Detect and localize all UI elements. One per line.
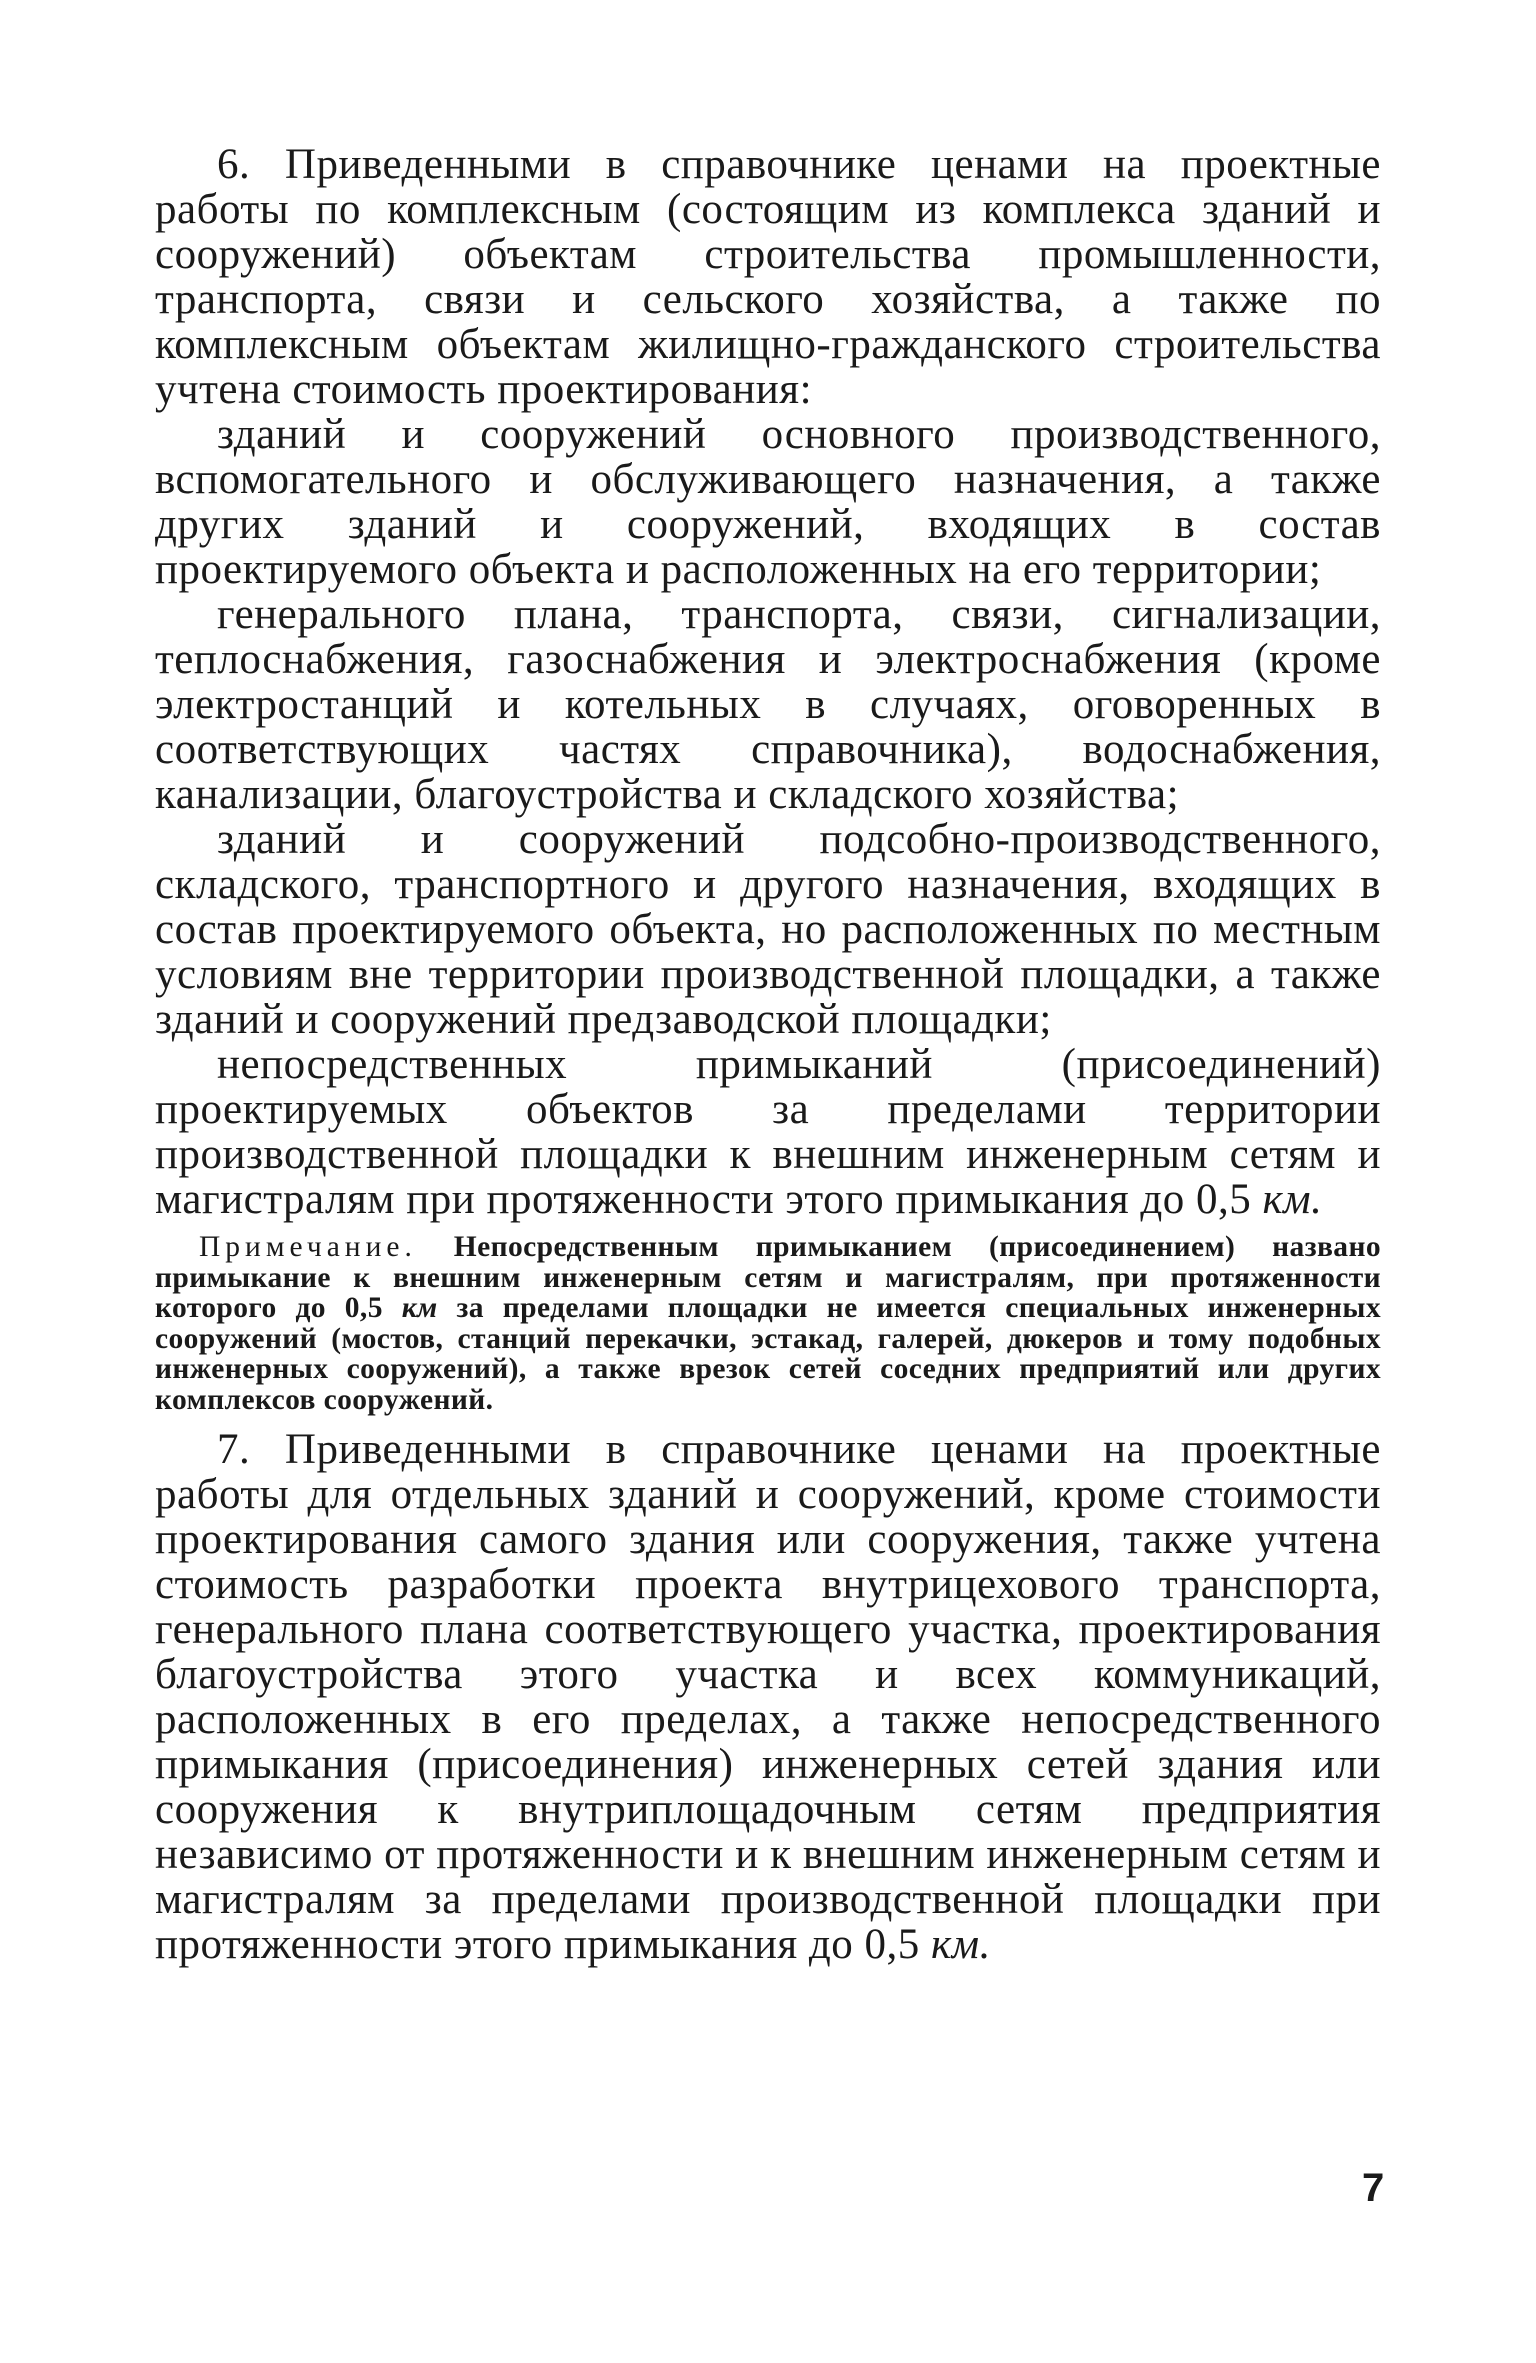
paragraph-7-unit: км. xyxy=(931,1921,991,1968)
paragraph-6-lead: 6. Приведенными в справочнике ценами на проектные работы по комплексным (состоящим из комплекса зданий и сооружений) объектам строительства промышленности, транспорта, связи и сельского хозяйства, а также по комплексным объектам жилищно-гражданского строительства учтена стоимость проектирования: xyxy=(155,141,1381,413)
document-page xyxy=(155,142,1381,1967)
paragraph-7-text: 7. Приведенными в справочнике ценами на проектные работы для отдельных зданий и сооружений, кроме стоимости проектирования самого здания или сооружения, также учтена стоимость разработки проекта внутрицехового транспорта, генерального плана соответствующего участка, проектирования благоустройства этого участка и всех коммуникаций, расположенных в его пределах, а также непосредственного примыкания (присоединения) инженерных сетей здания или сооружения к внутриплощадочным сетям предприятия независимо от протяженности и к внешним инженерным сетям и магистралям за пределами производственной площадки при протяженности этого примыкания до 0,5 xyxy=(155,1426,1381,1968)
paragraph-6-unit: км. xyxy=(1262,1176,1323,1223)
note xyxy=(155,1232,1381,1415)
paragraph-6-item-4-text: непосредственных примыканий (присоединений) проектируемых объектов за пределами территории производственной площадки к внешним инженерным сетям и магистралям при протяженности этого примыкания до 0,5 xyxy=(155,1041,1381,1223)
paragraph-7 xyxy=(155,1427,1381,1967)
note-text-before: Непосредственным примыканием (присоединением) названо примыкание к внешним инженерным сетям и магистралям, при протяженности которого до 0,5 xyxy=(155,1231,1381,1324)
paragraph-6-item-1: зданий и сооружений основного производственного, вспомогательного и обслуживающего назначения, а также других зданий и сооружений, входящих в состав проектируемого объекта и расположенных на его территории; xyxy=(155,411,1381,593)
note-unit: км xyxy=(401,1292,438,1324)
note-label: Примечание. xyxy=(199,1231,417,1263)
paragraph-6-item-3: зданий и сооружений подсобно-производственного, складского, транспортного и другого назначения, входящих в состав проектируемого объекта, но расположенных по местным условиям вне территории производственной площадки, а также зданий и сооружений предзаводской площадки; xyxy=(155,816,1381,1043)
paragraph-6-item-4 xyxy=(155,1042,1381,1222)
paragraph-6-item-2: генерального плана, транспорта, связи, сигнализации, теплоснабжения, газоснабжения и электроснабжения (кроме электростанций и котельных в случаях, оговоренных в соответствующих частях справочника), водоснабжения, канализации, благоустройства и складского хозяйства; xyxy=(155,591,1381,818)
page-number: 7 xyxy=(1362,2166,1385,2210)
note-text-after: за пределами площадки не имеется специальных инженерных сооружений (мостов, станций перекачки, эстакад, галерей, дюкеров и тому подобных инженерных сооружений), а также врезок сетей соседних предприятий или других комплексов сооружений. xyxy=(155,1292,1381,1416)
